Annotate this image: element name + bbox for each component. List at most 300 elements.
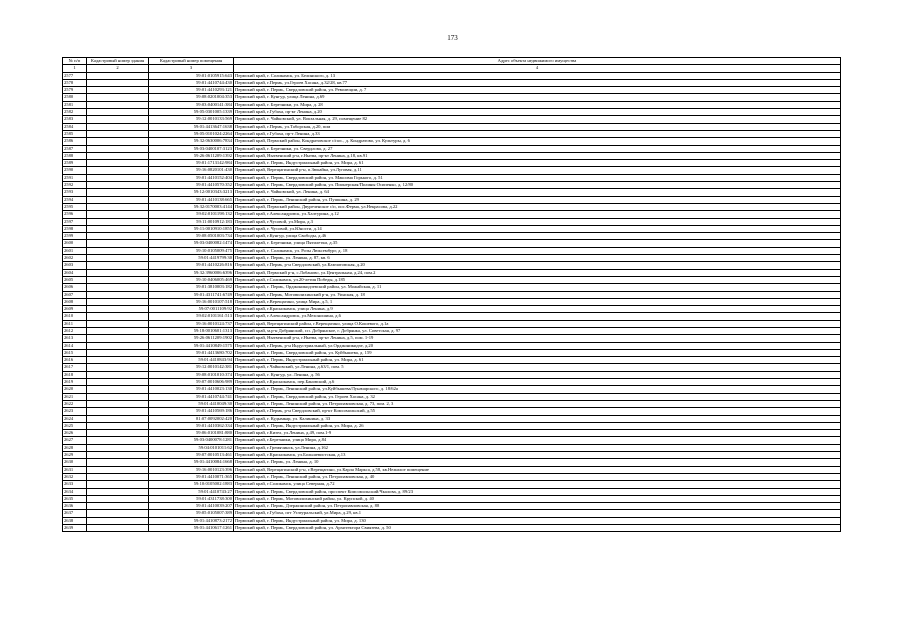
row-number-cell: 2595 [63,203,87,210]
row-number-cell: 2639 [63,525,87,532]
row-number-cell: 2584 [63,123,87,130]
room-cadastral-cell: 59:01:4410849:1575 [149,342,234,349]
address-cell: Пермский край, Пермский район, Двуреченское с/п, пос.Ферма, ул.Некрасова, д.22 [234,203,841,210]
address-cell: Пермский край, Верещагинский район, г.Верещагино, улица О.Кошевого, д.1а [234,320,841,327]
room-cadastral-cell: 59:01:4410569:186 [149,408,234,415]
row-number-cell: 2621 [63,393,87,400]
building-cadastral-cell [87,109,149,116]
address-cell: Пермский край, г. Соликамск, ул. Розы Люксембург, д. 18 [234,247,841,254]
row-number-cell: 2615 [63,349,87,356]
address-cell: Пермский край, г. Пермь, Индустриальный район, ул. Мира, д. 61 [234,357,841,364]
table-row [63,123,841,130]
table-row [63,415,841,422]
row-number-cell: 2628 [63,444,87,451]
address-cell: Пермский край, г.Краснокамск, ул.Большевистская, д.13 [234,452,841,459]
building-cadastral-cell [87,233,149,240]
address-cell: Пермский край, г.Соликамск, улица Северная, д.72 [234,481,841,488]
table-row [63,510,841,517]
building-cadastral-cell [87,240,149,247]
row-number-cell: 2588 [63,152,87,159]
row-number-cell: 2636 [63,503,87,510]
row-number-cell: 2633 [63,481,87,488]
room-cadastral-cell: 59:12:0010343:3213 [149,189,234,196]
room-cadastral-cell: 59:12:0010133:569 [149,116,234,123]
building-cadastral-cell [87,167,149,174]
room-cadastral-cell: 59:02:0101161:513 [149,313,234,320]
row-number-cell: 2630 [63,459,87,466]
table-row [63,145,841,152]
row-number-cell: 2593 [63,189,87,196]
building-cadastral-cell [87,517,149,524]
building-cadastral-cell [87,262,149,269]
building-cadastral-cell [87,320,149,327]
room-cadastral-cell: 59:01:4410084:1668 [149,459,234,466]
room-cadastral-cell: 59:01:1713142:984 [149,160,234,167]
table-row [63,306,841,313]
address-cell: Пермский край, г.Пермь, Мотовилихинский р-н, ул. Уинская, д. 18 [234,291,841,298]
table-row [63,233,841,240]
room-cadastral-cell: 59:01:4413680:702 [149,349,234,356]
row-number-cell: 2582 [63,109,87,116]
building-cadastral-cell [87,437,149,444]
room-cadastral-cell: 59:07:0011109:92 [149,306,234,313]
table-row [63,481,841,488]
room-cadastral-cell: 59:01:4410039:207 [149,503,234,510]
table-row [63,459,841,466]
building-cadastral-cell [87,371,149,378]
address-cell: Пермский край, г. Пермь, Дзержинский район, ул. Петропавловская, д. 88 [234,503,841,510]
table-body [63,72,841,532]
room-cadastral-cell: 81:07:0092002:420 [149,415,234,422]
building-cadastral-cell [87,123,149,130]
building-cadastral-cell [87,94,149,101]
row-number-cell: 2608 [63,298,87,305]
building-cadastral-cell [87,357,149,364]
table-row [63,182,841,189]
table-row [63,349,841,356]
room-cadastral-cell: 59:07:0010513:461 [149,452,234,459]
address-cell: Пермский край, г. Чайковский, ул. Ленина, д. 64 [234,189,841,196]
address-cell: Пермский край, г.Пермь, р-н Свердловский, ул.Камчатовская, д.20 [234,262,841,269]
row-number-cell: 2622 [63,400,87,407]
room-cadastral-cell: 59:08:0201004:353 [149,94,234,101]
row-number-cell: 2624 [63,415,87,422]
row-number-cell: 2605 [63,276,87,283]
row-number-cell: 2586 [63,138,87,145]
address-cell: Пермский край, г.Гремячинск, ул.Ленина, д.162 [234,444,841,451]
table-row [63,160,841,167]
room-cadastral-cell: 59:01:4410293:121 [149,87,234,94]
building-cadastral-cell [87,313,149,320]
building-cadastral-cell [87,349,149,356]
address-cell: Пермский край, г. Чайковский, ул. Вокзальная, д. 29, помещение 82 [234,116,841,123]
table-row [63,408,841,415]
address-cell: Пермский край, г.Верещагино, улица Мира, д.5, 1 [234,298,841,305]
address-cell: Пермский край, г. Березники, ул. Мира, д. 28 [234,101,841,108]
building-cadastral-cell [87,130,149,137]
row-number-cell: 2590 [63,167,87,174]
table-row [63,291,841,298]
building-cadastral-cell [87,466,149,473]
building-cadastral-cell [87,298,149,305]
row-number-cell: 2589 [63,160,87,167]
address-cell: Пермский край, г. Березники, ул. Свердлова, д. 27 [234,145,841,152]
room-cadastral-cell: 59:08:0501003:734 [149,233,234,240]
table-row [63,495,841,502]
building-cadastral-cell [87,510,149,517]
table-row [63,255,841,262]
address-cell: Пермский край, г.Березники, улица Мира, д.84 [234,437,841,444]
building-cadastral-cell [87,247,149,254]
address-cell: Пермский край, г.Губаха, пр-кт Ленина, д.20 [234,109,841,116]
room-cadastral-cell: 59:03:0400141:384 [149,101,234,108]
address-cell: Пермский край, г.Краснокамск, пер.Бановский, д.6 [234,379,841,386]
header-row-number: № п/п [63,58,87,65]
table-row [63,130,841,137]
table-row [63,211,841,218]
address-cell: Пермский край, г.Чусовой, ул.Мира, д.3 [234,218,841,225]
row-number-cell: 2638 [63,517,87,524]
room-cadastral-cell: 59:01:4410362:334 [149,422,234,429]
column-number: 4 [234,65,841,72]
address-cell: Пермский край, Верещагинский р-н, г.Верещагино, ул.Карла Маркса, д.58, кв.Нежилое помещение [234,466,841,473]
address-cell: Пермский край, г. Пермь, Орджоникидзевский район, ул. Можайская, д. 11 [234,284,841,291]
address-cell: Пермский край, г.Кизел, ул.Ленина, д.49, пом.1-9 [234,430,841,437]
address-cell: Пермский край, Нытвенский р-н, г.Нытва, пр-кт Ленина, д.5, пом. 1-19 [234,335,841,342]
room-cadastral-cell: 59:12:0010142:381 [149,364,234,371]
building-cadastral-cell [87,422,149,429]
row-number-cell: 2587 [63,145,87,152]
room-cadastral-cell: 59:01:0105915:643 [149,72,234,79]
row-number-cell: 2579 [63,87,87,94]
building-cadastral-cell [87,306,149,313]
row-number-cell: 2607 [63,291,87,298]
room-cadastral-cell: 59:10:0406005:469 [149,276,234,283]
building-cadastral-cell [87,145,149,152]
row-number-cell: 2625 [63,422,87,429]
row-number-cell: 2606 [63,284,87,291]
room-cadastral-cell: 59:03:0400082:1474 [149,240,234,247]
table-row [63,87,841,94]
table-row [63,503,841,510]
table-row [63,79,841,86]
table-row [63,189,841,196]
address-cell: Пермский край, г.Кунгур, улица Свободы, д.46 [234,233,841,240]
address-cell: Пермский край, г. Пермь, Ленинский район, ул. Пушкина, д. 29 [234,196,841,203]
room-cadastral-cell: 59:01:4410744:741 [149,393,234,400]
row-number-cell: 2596 [63,211,87,218]
building-cadastral-cell [87,269,149,276]
table-row [63,379,841,386]
address-cell: Пермский край, г.Александровск, ул.Халтурина, д.12 [234,211,841,218]
address-cell: Пермский край, г. Пермь, Свердловский район, ул. Революции, д. 7 [234,87,841,94]
address-cell: Пермский край, г. Пермь, Свердловский район, ул. Героев Хасана, д. 32 [234,393,841,400]
room-cadastral-cell: 59:07:0010606:989 [149,379,234,386]
address-cell: Пермский край, г.Соликамск, ул.20-летия Победы, д.185 [234,276,841,283]
room-cadastral-cell: 59:10:0105009:475 [149,247,234,254]
room-cadastral-cell: 59:01:4410744:430 [149,79,234,86]
room-cadastral-cell: 59:16:0010107:518 [149,298,234,305]
building-cadastral-cell [87,225,149,232]
row-number-cell: 2617 [63,364,87,371]
row-number-cell: 2600 [63,240,87,247]
room-cadastral-cell: 59:16:0010123:396 [149,466,234,473]
address-cell: Пермский край, г. Пермь, Ленинский район, ул.Куйбышева/Луначарского, д. 18/62а [234,386,841,393]
table-row [63,517,841,524]
row-number-cell: 2592 [63,182,87,189]
building-cadastral-cell [87,430,149,437]
room-cadastral-cell: 59:01:4410049:30 [149,400,234,407]
address-cell: Пермский край, Нытвенский р-н, г.Нытва, пр-кт Ленина, д.18, кв.91 [234,152,841,159]
room-cadastral-cell: 59:05:0301005:1339 [149,109,234,116]
address-cell: Пермский край, г. Пермь, Свердловский район, ул. Пионерская/Полины Осипенко, д. 12/80 [234,182,841,189]
room-cadastral-cell: 59:01:4410873:2172 [149,517,234,524]
row-number-cell: 2634 [63,488,87,495]
building-cadastral-cell [87,291,149,298]
address-cell: Пермский край, г. Пермь, Ленинский район, ул. Петропавловская, д. 73, пом. 2, 3 [234,400,841,407]
building-cadastral-cell [87,393,149,400]
address-cell: Пермский край, г. Пермь, Ленинский район, ул. Петропавловская, д. 40 [234,473,841,480]
room-cadastral-cell: 59:01:4311741:6749 [149,291,234,298]
row-number-cell: 2613 [63,335,87,342]
address-cell: Пермский край, г.Чайковский, ул.Ленина, д.63/1, пом. 5 [234,364,841,371]
table-row [63,101,841,108]
room-cadastral-cell: 59:05:0105007:389 [149,510,234,517]
room-cadastral-cell: 59:01:4410226:816 [149,262,234,269]
row-number-cell: 2597 [63,218,87,225]
room-cadastral-cell: 59:08:0101010:374 [149,371,234,378]
building-cadastral-cell [87,203,149,210]
table-row [63,335,841,342]
table-row [63,152,841,159]
table-row [63,386,841,393]
row-number-cell: 2591 [63,174,87,181]
table-row [63,298,841,305]
address-cell: Пермский край, г. Пермь, Индустриальный район, ул. Мира, д. 61 [234,160,841,167]
room-cadastral-cell: 59:01:4410570:352 [149,182,234,189]
table-header-row [63,58,841,65]
building-cadastral-cell [87,218,149,225]
table-row [63,357,841,364]
building-cadastral-cell [87,400,149,407]
table-row [63,327,841,334]
address-cell: Пермский край, Пермский район, Кондратовское с/пос., д. Кондратово, ул. Культуры, д. 6 [234,138,841,145]
row-number-cell: 2627 [63,437,87,444]
address-cell: Пермский край, г. Пермь, Индустриальный район, ул. Мира, д. 130 [234,517,841,524]
row-number-cell: 2623 [63,408,87,415]
table-row [63,430,841,437]
table-row [63,342,841,349]
table-row [63,138,841,145]
room-cadastral-cell: 59:16:0010124:737 [149,320,234,327]
table-row [63,72,841,79]
row-number-cell: 2578 [63,79,87,86]
table-row [63,371,841,378]
row-number-cell: 2598 [63,225,87,232]
room-cadastral-cell: 59:01:3810003:182 [149,284,234,291]
building-cadastral-cell [87,335,149,342]
building-cadastral-cell [87,495,149,502]
table-row [63,203,841,210]
building-cadastral-cell [87,101,149,108]
address-cell: Пермский край, г. Пермь, Свердловский район, ул. Максима Горького, д. 51 [234,174,841,181]
room-cadastral-cell: 59:03:0400107:3123 [149,145,234,152]
address-cell: Пермский край, г.Губаха, пр-т Ленина, д.33 [234,130,841,137]
table-row [63,196,841,203]
room-cadastral-cell: 59:02:0101198:132 [149,211,234,218]
row-number-cell: 2581 [63,101,87,108]
address-cell: Пермский край, г.Александровск, ул.Мехоношина, д.6 [234,313,841,320]
table-row [63,466,841,473]
row-number-cell: 2619 [63,379,87,386]
address-cell: Пермский край, г.Пермь, ул.Героев Хасана, д.32/28, кв.77 [234,79,841,86]
table-row [63,488,841,495]
room-cadastral-cell: 59:04:0101011:62 [149,444,234,451]
room-cadastral-cell: 59:16:0820101:430 [149,167,234,174]
building-cadastral-cell [87,160,149,167]
table-row [63,276,841,283]
column-number: 3 [149,65,234,72]
row-number-cell: 2601 [63,247,87,254]
building-cadastral-cell [87,255,149,262]
row-number-cell: 2611 [63,320,87,327]
address-cell: Пермский край, г. Пермь, Индустриальный район, ул. Мира, д. 26 [234,422,841,429]
room-cadastral-cell: 59:01:4410023:130 [149,386,234,393]
room-cadastral-cell: 59:01:4410071:365 [149,473,234,480]
room-cadastral-cell: 59:01:4410138:665 [149,196,234,203]
building-cadastral-cell [87,138,149,145]
address-cell: Пермский край, г. Пермь, Свердловский район, ул. Архитектора Свиязева, д. 50 [234,525,841,532]
building-cadastral-cell [87,327,149,334]
address-cell: Пермский край, г. Пермь, Свердловский район, ул. Куйбышева, д. 159 [234,349,841,356]
building-cadastral-cell [87,503,149,510]
row-number-cell: 2632 [63,473,87,480]
header-room-cadastral: Кадастровый номер помещения [149,58,234,65]
table-row [63,218,841,225]
building-cadastral-cell [87,379,149,386]
table-row [63,174,841,181]
building-cadastral-cell [87,189,149,196]
row-number-cell: 2577 [63,72,87,79]
building-cadastral-cell [87,182,149,189]
room-cadastral-cell: 59:01:4410617:1261 [149,525,234,532]
address-cell: Пермский край, г. Пермь, ул. Ленина, д. 87, кв. 6 [234,255,841,262]
address-cell: Пермский край, г.Пермь, р-н Свердловский, пр-кт Комсомольский, д.55 [234,408,841,415]
building-cadastral-cell [87,116,149,123]
room-cadastral-cell: 59:32:3960006:6396 [149,269,234,276]
table-row [63,240,841,247]
building-cadastral-cell [87,481,149,488]
address-cell: Пермский край, г. Пермь, Мотовилихинский район, ул. Крупской, д. 40 [234,495,841,502]
table-row [63,225,841,232]
table-row [63,269,841,276]
property-registry-table [62,57,841,532]
building-cadastral-cell [87,79,149,86]
table-row [63,94,841,101]
row-number-cell: 2618 [63,371,87,378]
address-cell: Пермский край, г. Чусовой, ул.Юности, д.14 [234,225,841,232]
row-number-cell: 2599 [63,233,87,240]
building-cadastral-cell [87,284,149,291]
building-cadastral-cell [87,342,149,349]
address-cell: Пермский край, г.Губаха, пгт Углеуральский, ул.Мира, д.29, кв.1 [234,510,841,517]
row-number-cell: 2629 [63,452,87,459]
row-number-cell: 2631 [63,466,87,473]
building-cadastral-cell [87,196,149,203]
table-row [63,262,841,269]
room-cadastral-cell: 59:11:0010910:1855 [149,225,234,232]
row-number-cell: 2580 [63,94,87,101]
row-number-cell: 2616 [63,357,87,364]
table-row [63,393,841,400]
room-cadastral-cell: 59:32:0630006:7834 [149,138,234,145]
room-cadastral-cell: 59:26:0611209:1902 [149,335,234,342]
building-cadastral-cell [87,444,149,451]
row-number-cell: 2603 [63,262,87,269]
room-cadastral-cell: 59:11:0010912:183 [149,218,234,225]
room-cadastral-cell: 59:18:0010601:1313 [149,327,234,334]
building-cadastral-cell [87,87,149,94]
building-cadastral-cell [87,72,149,79]
address-cell: Пермский край, г.Пермь, р-н Индустриальный, ул.Орджоникидзе, д.20 [234,342,841,349]
column-number-row [63,65,841,72]
row-number-cell: 2609 [63,306,87,313]
building-cadastral-cell [87,174,149,181]
row-number-cell: 2626 [63,430,87,437]
row-number-cell: 2594 [63,196,87,203]
header-building-cadastral: Кадастровый номер здания [87,58,149,65]
address-cell: Пермский край, г. Кунгур, ул. Ленина, д. 56 [234,371,841,378]
address-cell: Пермский край, г. Кудымкар, ул. Калинина, д. 33 [234,415,841,422]
row-number-cell: 2637 [63,510,87,517]
room-cadastral-cell: 59:01:4413647:1638 [149,123,234,130]
table-row [63,437,841,444]
room-cadastral-cell: 59:01:4410743:27 [149,488,234,495]
address-cell: Пермский край, г. Соликамск, ул. Белинского, д. 13 [234,72,841,79]
table-row [63,444,841,451]
building-cadastral-cell [87,452,149,459]
table-row [63,167,841,174]
table-row [63,116,841,123]
column-number: 1 [63,65,87,72]
building-cadastral-cell [87,473,149,480]
address-cell: Пермский край, Пермский р-н, с.Лобаново, ул.Центральная, д.24, пом.2 [234,269,841,276]
table-row [63,247,841,254]
building-cadastral-cell [87,459,149,466]
table-row [63,422,841,429]
row-number-cell: 2635 [63,495,87,502]
address-cell: Пермский край, г. Пермь, ул. Ленина, д. 10 [234,459,841,466]
row-number-cell: 2602 [63,255,87,262]
table-row [63,400,841,407]
building-cadastral-cell [87,276,149,283]
table-row [63,320,841,327]
row-number-cell: 2612 [63,327,87,334]
table-row [63,313,841,320]
room-cadastral-cell: 59:01:4419799:30 [149,255,234,262]
building-cadastral-cell [87,386,149,393]
row-number-cell: 2614 [63,342,87,349]
room-cadastral-cell: 59:32:0170003:4144 [149,203,234,210]
building-cadastral-cell [87,525,149,532]
row-number-cell: 2604 [63,269,87,276]
table-row [63,284,841,291]
address-cell: Пермский край, г.Пермь, ул.Таборская, д.20, пом [234,123,841,130]
building-cadastral-cell [87,211,149,218]
row-number-cell: 2620 [63,386,87,393]
table-row [63,452,841,459]
table-row [63,364,841,371]
